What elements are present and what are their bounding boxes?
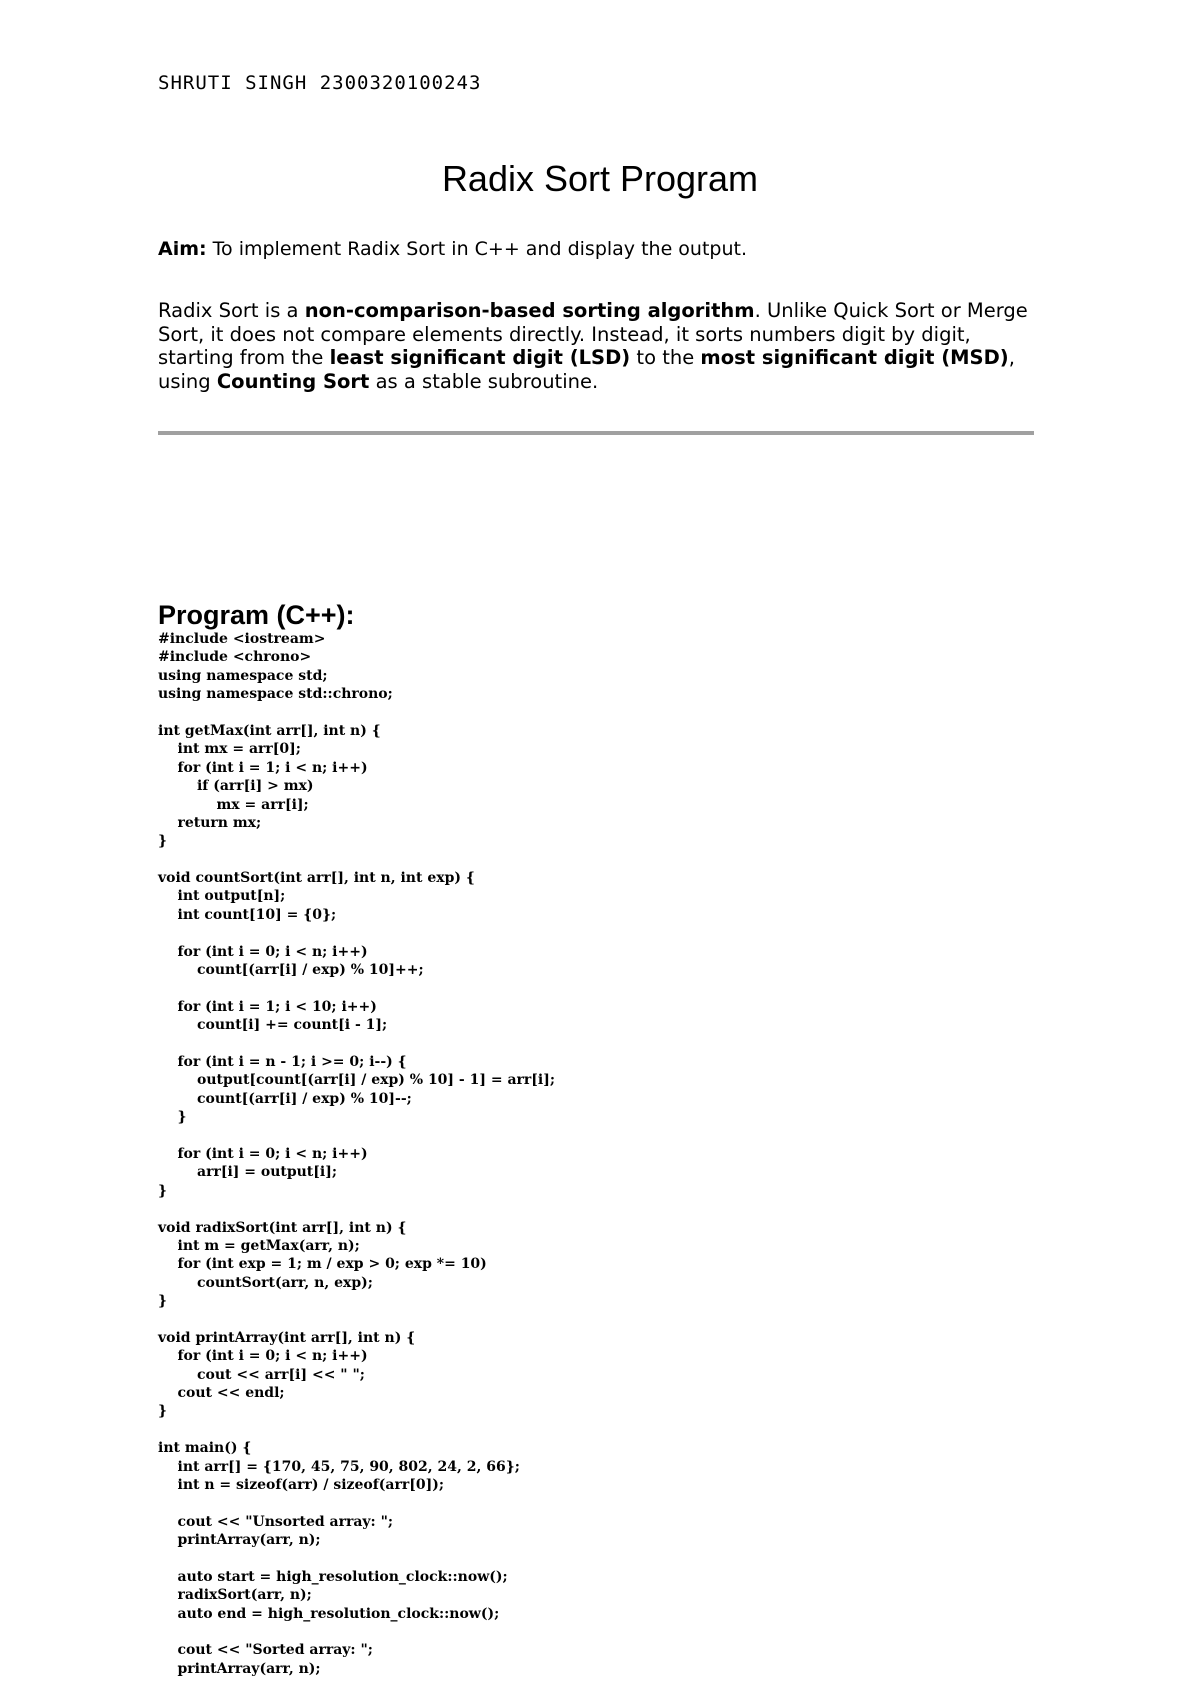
intro-paragraph [158,299,1038,393]
code-line: if (arr[i] > mx) [158,778,314,795]
code-line: output[count[(arr[i] / exp) % 10] - 1] = arr[i]; [158,1072,556,1089]
code-block [158,630,1058,1678]
aim-paragraph [158,237,1038,261]
intro-bold-3: most significant digit (MSD) [700,346,1009,369]
code-line: int getMax(int arr[], int n) { [158,722,381,739]
code-line [158,1035,1058,1053]
code-line: int count[10] = {0}; [158,906,337,923]
code-line: int mx = arr[0]; [158,741,301,758]
code-line: return mx; [158,814,262,831]
code-line [158,1421,1058,1439]
intro-bold-1: non-comparison-based sorting algorithm [304,299,755,322]
code-line: cout << endl; [158,1385,285,1402]
code-line: countSort(arr, n, exp); [158,1274,373,1291]
intro-text-1: Radix Sort is a [158,299,305,322]
code-line: int main() { [158,1440,252,1457]
code-line: void printArray(int arr[], int n) { [158,1329,416,1346]
code-line [158,1310,1058,1328]
code-line: #include <chrono> [158,649,312,666]
code-line [158,704,1058,722]
code-line: arr[i] = output[i]; [158,1164,338,1181]
code-line: count[(arr[i] / exp) % 10]--; [158,1090,412,1107]
horizontal-divider [158,431,1034,435]
code-line: void radixSort(int arr[], int n) { [158,1219,407,1236]
code-line: int n = sizeof(arr) / sizeof(arr[0]); [158,1476,444,1493]
code-line: void countSort(int arr[], int n, int exp) { [158,870,475,887]
code-line: mx = arr[i]; [158,796,309,813]
intro-text-2: . Unlike Quick Sort or Merge Sort, it does not compare elements directly. Instead, it sorts numbers digit by digit, starting from the [158,299,1028,369]
code-line: for (int i = 0; i < n; i++) [158,1145,368,1162]
page-title: Radix Sort Program [441,158,759,199]
code-line: using namespace std; [158,667,328,684]
code-line [158,851,1058,869]
code-line: #include <iostream> [158,631,326,647]
code-line: for (int i = 0; i < n; i++) [158,943,368,960]
code-line [158,1494,1058,1512]
intro-bold-2: least significant digit (LSD) [329,346,631,369]
code-line: } [158,1293,168,1310]
intro-text-3: to the [630,346,701,369]
code-line: cout << "Unsorted array: "; [158,1513,394,1530]
code-line: } [158,1403,168,1420]
code-line: count[(arr[i] / exp) % 10]++; [158,962,424,979]
aim-text: To implement Radix Sort in C++ and display the output. [206,238,748,260]
code-line: for (int i = 1; i < 10; i++) [158,998,377,1015]
code-line: for (int i = 0; i < n; i++) [158,1348,368,1365]
code-line: printArray(arr, n); [158,1532,321,1549]
code-line: printArray(arr, n); [158,1660,321,1677]
program-heading: Program (C++): [158,600,355,630]
code-line: for (int i = n - 1; i >= 0; i--) { [158,1053,407,1070]
code-line [158,1200,1058,1218]
intro-text-5: as a stable subroutine. [369,369,599,393]
intro-text-4: , using [158,346,1015,393]
code-line [158,1550,1058,1568]
code-line: for (int exp = 1; m / exp > 0; exp *= 10) [158,1256,487,1273]
code-line: } [158,1182,168,1199]
code-line [158,1127,1058,1145]
code-line: int arr[] = {170, 45, 75, 90, 802, 24, 2, 66}; [158,1458,520,1475]
aim-label: Aim: [158,238,207,260]
code-line: count[i] += count[i - 1]; [158,1017,388,1034]
intro-bold-4: Counting Sort [216,369,370,393]
code-line: cout << "Sorted array: "; [158,1642,373,1659]
code-line: for (int i = 1; i < n; i++) [158,759,368,776]
code-line: radixSort(arr, n); [158,1587,312,1604]
code-line: auto end = high_resolution_clock::now(); [158,1605,500,1622]
code-line: int output[n]; [158,888,286,905]
code-line [158,1623,1058,1641]
code-line: } [158,833,168,850]
code-line: } [158,1109,187,1126]
author-header: SHRUTI SINGH 2300320100243 [158,72,482,94]
code-line: int m = getMax(arr, n); [158,1237,360,1254]
code-line: using namespace std::chrono; [158,686,393,703]
code-line: cout << arr[i] << " "; [158,1366,365,1383]
code-line: auto start = high_resolution_clock::now(); [158,1568,508,1585]
code-line [158,979,1058,997]
code-line [158,924,1058,942]
